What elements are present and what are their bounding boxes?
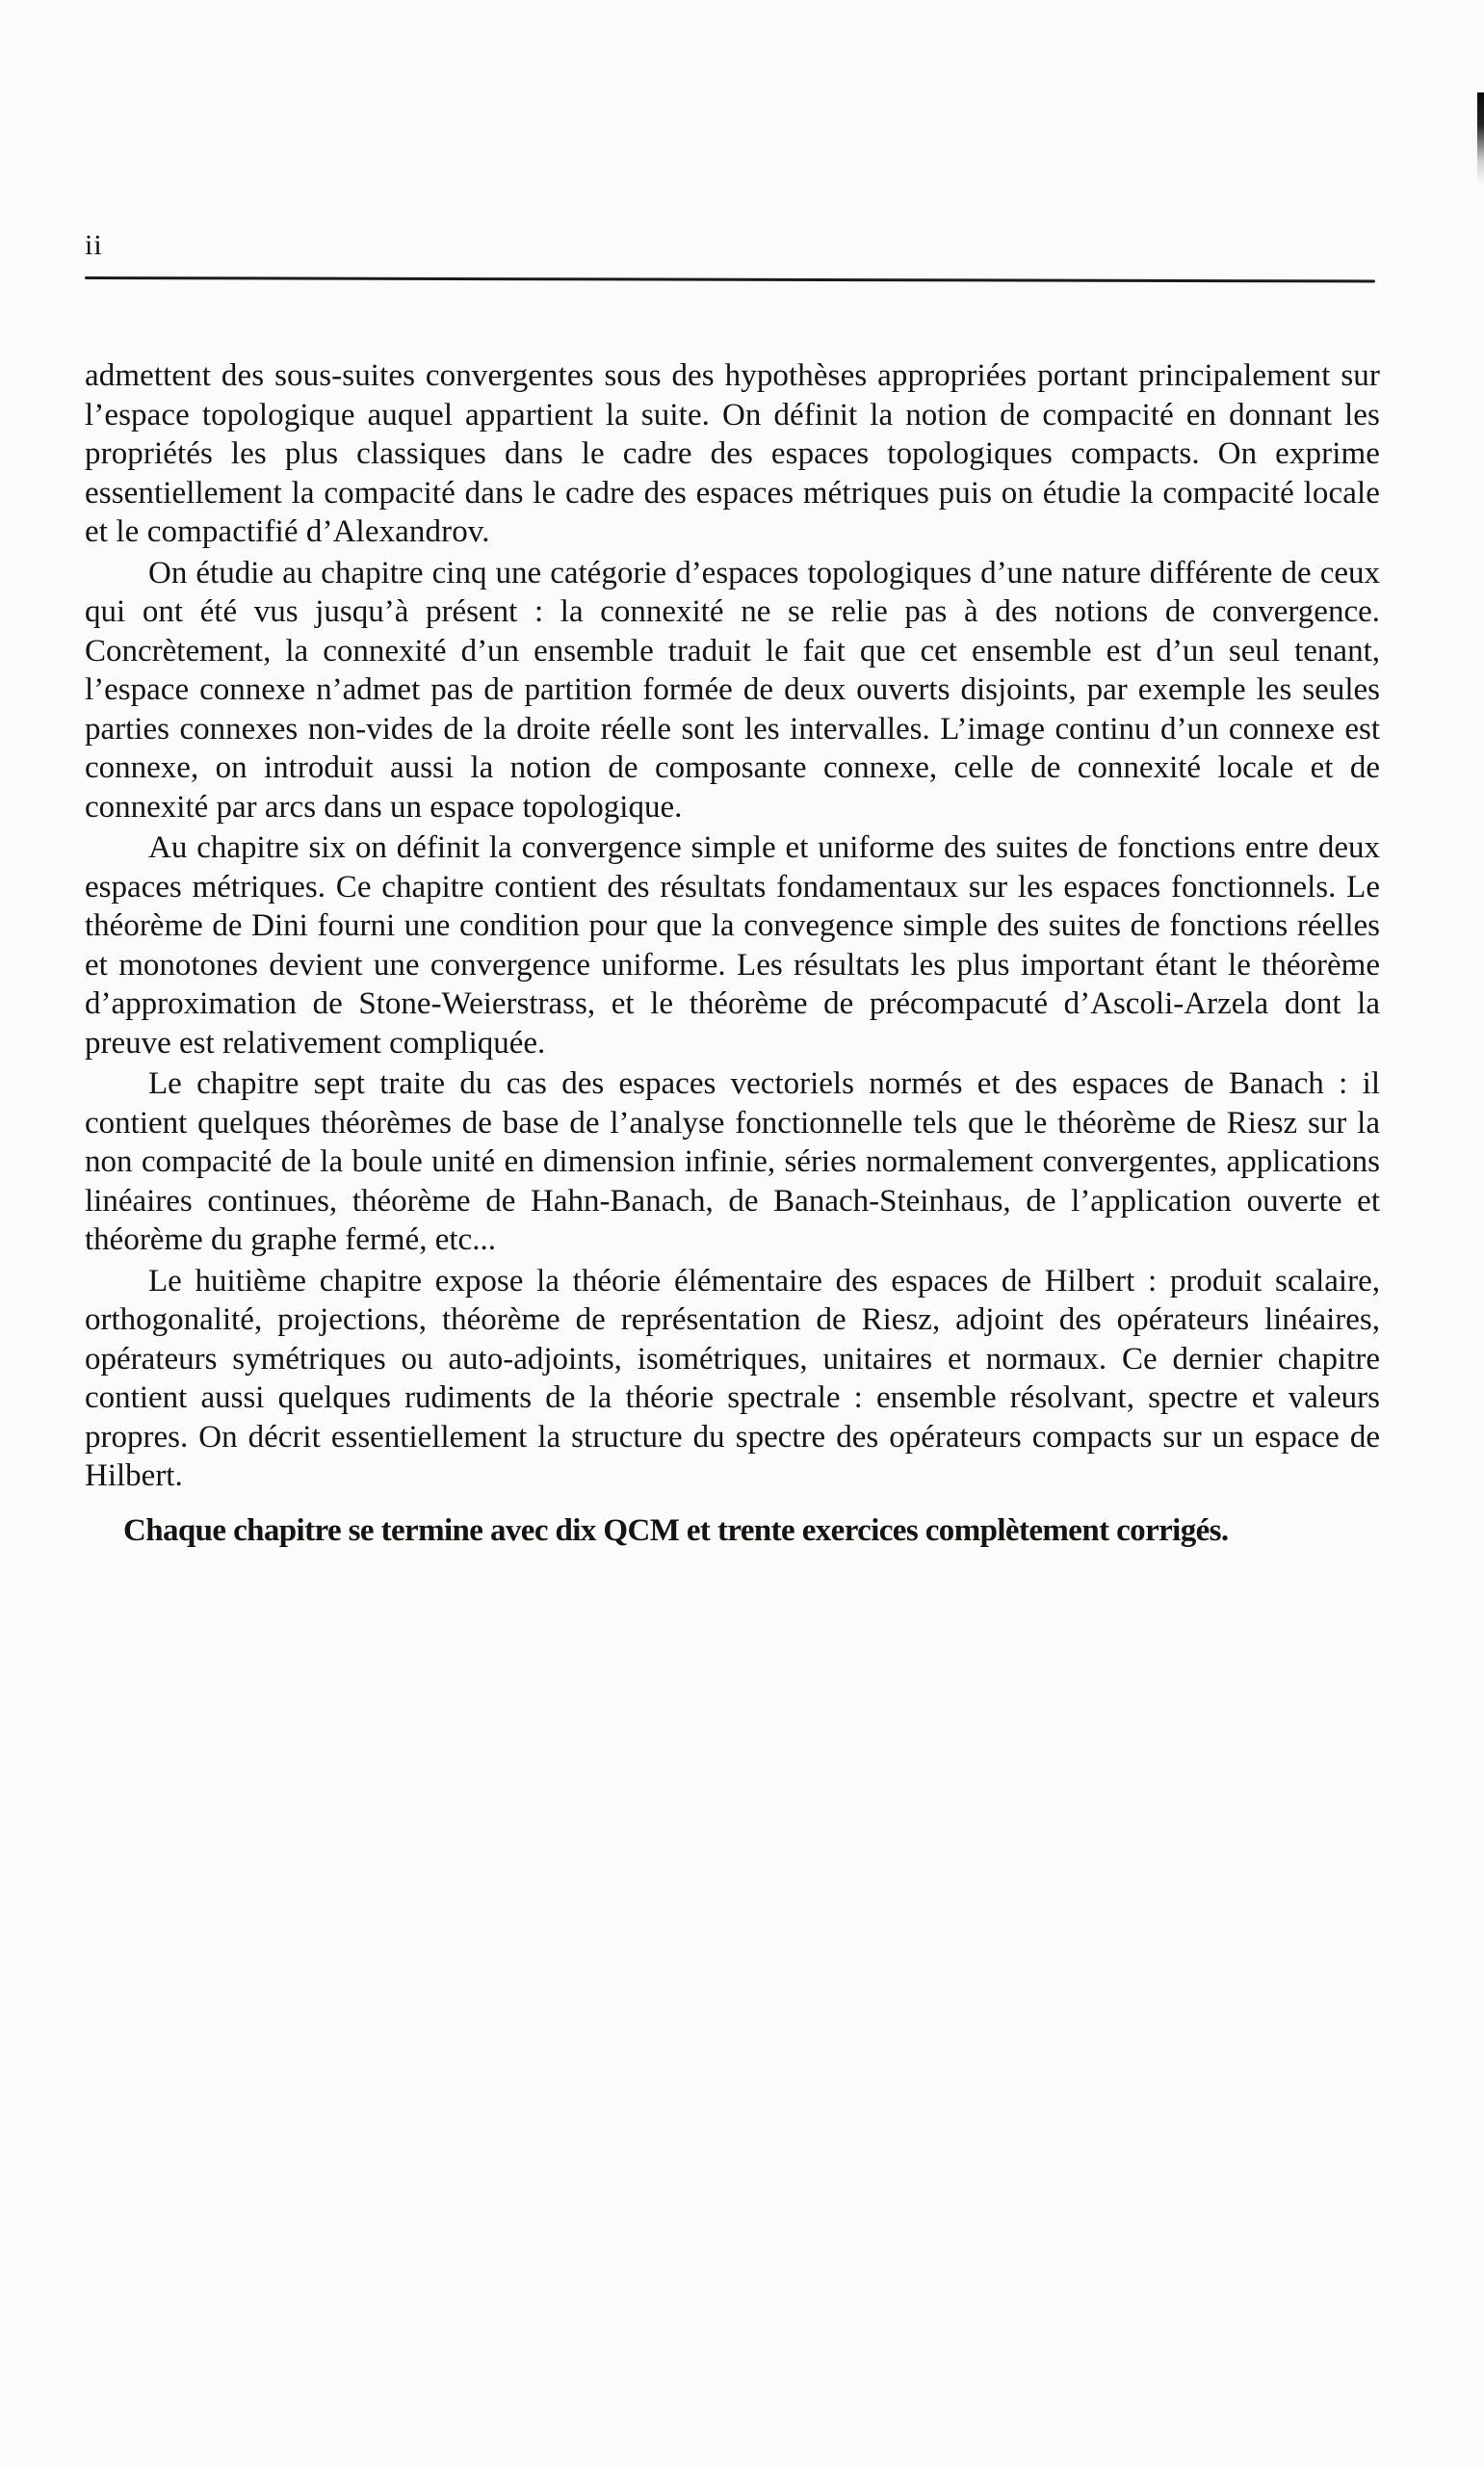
- page-number: ii: [85, 229, 103, 261]
- paragraph-chapter-six: Au chapitre six on définit la convergence simple et uniforme des suites de fonctions entre deux espaces métriques. Ce chapitre contient des résultats fondamentaux sur les espaces fonctionnels. Le théorème de Dini fourni une condition pour que la convegence simple des suites de fonctions réelles et monotones devient une convergence uniforme. Les résultats les plus important étant le théorème d’approximation de Stone-Weierstrass, et le théorème de précompacuté d’Ascoli-Arzela dont la preuve est relativement compliquée.: [85, 830, 1380, 1061]
- header-rule: [85, 276, 1375, 283]
- paragraph-chapter-eight: Le huitième chapitre expose la théorie élémentaire des espaces de Hilbert : produit scalaire, orthogonalité, projections, théorème de représentation de Riesz, adjoint des opérateurs linéaires, opérateurs symétriques ou auto-adjoints, isométriques, unitaires et normaux. Ce dernier chapitre contient aussi quelques rudiments de la théorie spectrale : ensemble résolvant, spectre et valeurs propres. On décrit essentiellement la structure du spectre des opérateurs compacts sur un espace de Hilbert.: [85, 1263, 1380, 1493]
- paragraph-chapter-five: On étudie au chapitre cinq une catégorie d’espaces topologiques d’une nature différente de ceux qui ont été vus jusqu’à présent : la connexité ne se relie pas à des notions de convergence. Concrètement, la connexité d’un ensemble traduit le fait que cet ensemble est d’un seul tenant, l’espace connexe n’admet pas de partition formée de deux ouverts disjoints, par exemple les seules parties connexes non-vides de la droite réelle sont les intervalles. L’image continu d’un connexe est connexe, on introduit aussi la notion de composante connexe, celle de connexité locale et de connexité par arcs dans un espace topologique.: [85, 555, 1380, 825]
- body-text: [85, 356, 1380, 1550]
- paragraph-compactness: admettent des sous-suites convergentes sous des hypothèses appropriées portant principalement sur l’espace topologique auquel appartient la suite. On définit la notion de compacité en donnant les propriétés les plus classiques dans le cadre des espaces topologiques compacts. On exprime essentiellement la compacité dans le cadre des espaces métriques puis on étudie la compacité locale et le compactifié d’Alexandrov.: [85, 358, 1380, 549]
- paragraph-chapter-seven: Le chapitre sept traite du cas des espaces vectoriels normés et des espaces de Banach : il contient quelques théorèmes de base de l’analyse fonctionnelle tels que le théorème de Riesz sur la non compacité de la boule unité en dimension infinie, séries normalement convergentes, applications linéaires continues, théorème de Hahn-Banach, de Banach-Steinhaus, de l’application ouverte et théorème du graphe fermé, etc...: [85, 1066, 1380, 1257]
- paragraph-closing: Chaque chapitre se termine avec dix QCM et trente exercices complètement corrigés.: [123, 1512, 1229, 1548]
- page-edge-shadow: [1477, 92, 1484, 184]
